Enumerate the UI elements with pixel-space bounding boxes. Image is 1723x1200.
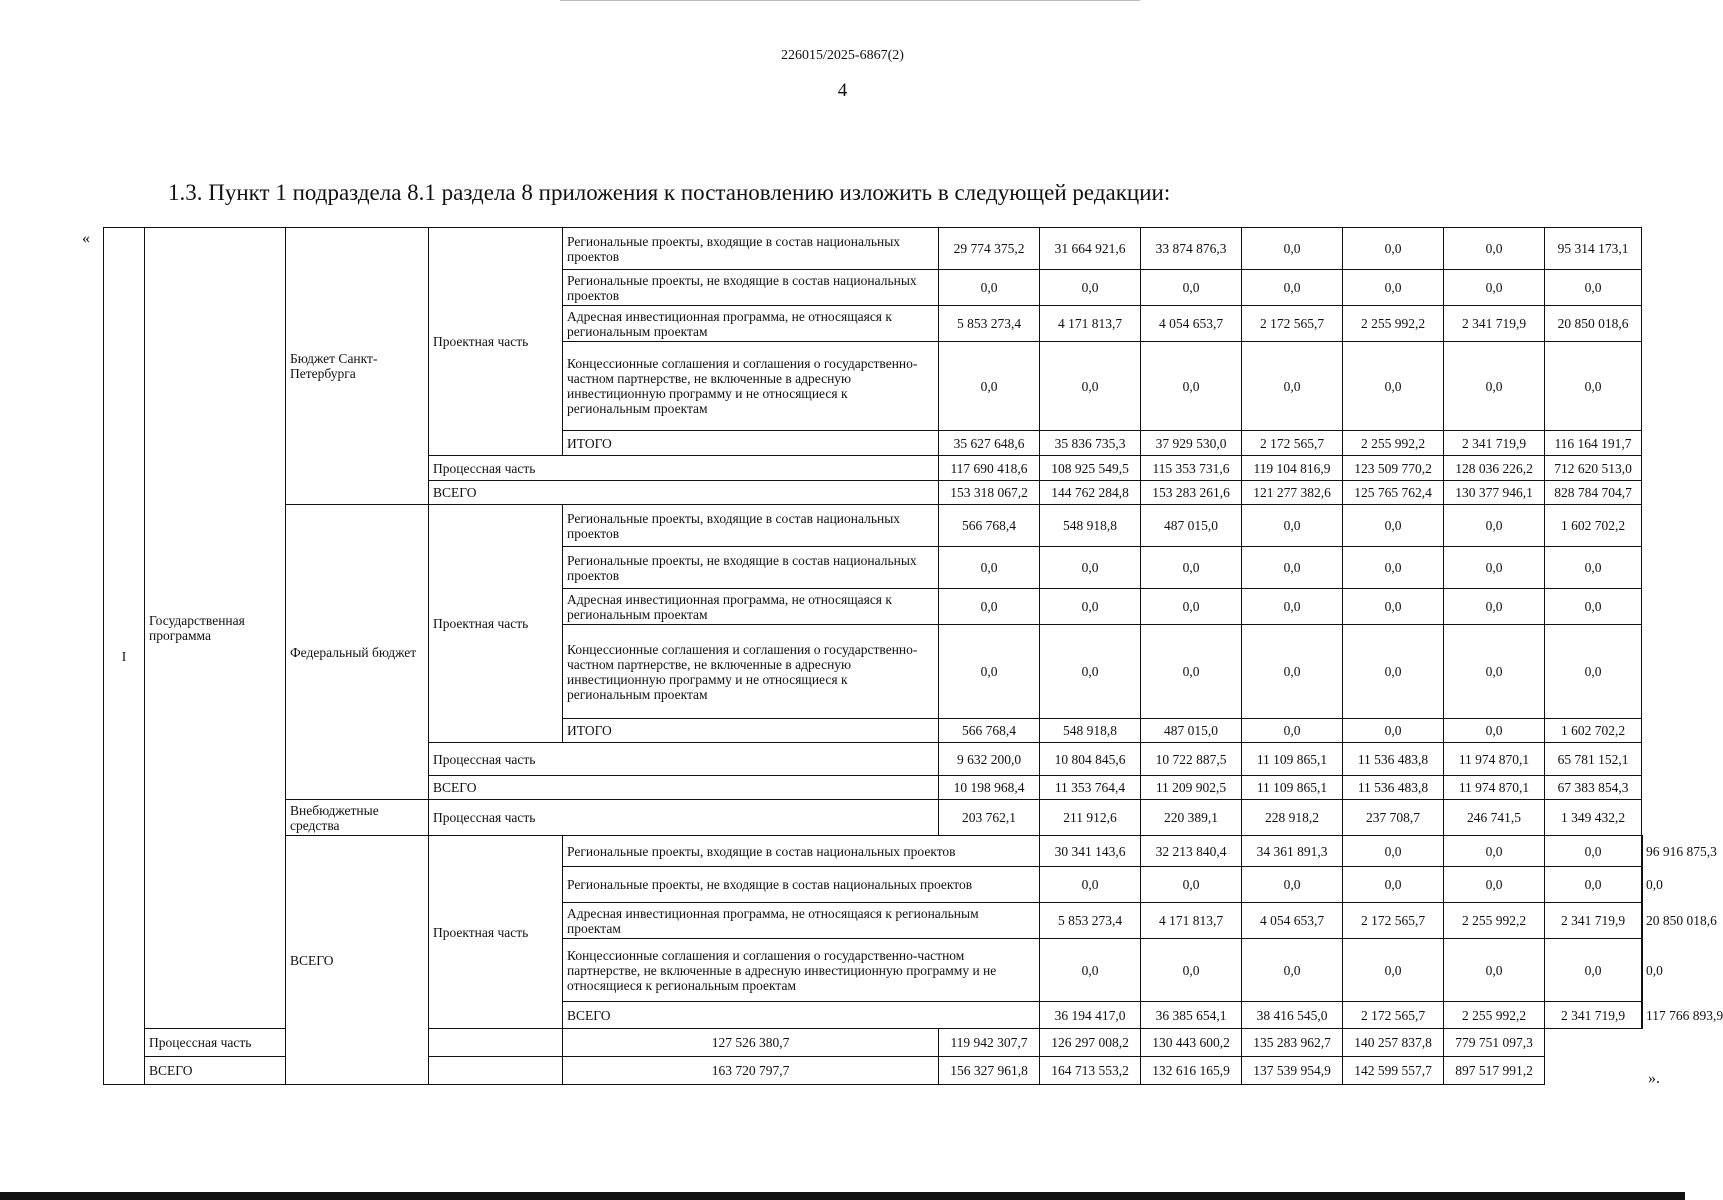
- budget-federal-label: Федеральный бюджет: [286, 505, 429, 800]
- value-cell: 156 327 961,8: [939, 1057, 1040, 1085]
- value-cell: 0,0: [1444, 867, 1545, 903]
- value-cell: 108 925 549,5: [1040, 456, 1141, 481]
- value-cell: 11 109 865,1: [1242, 743, 1343, 776]
- value-cell: 125 765 762,4: [1343, 481, 1444, 505]
- value-cell: 0,0: [1242, 867, 1343, 903]
- value-cell: 140 257 837,8: [1343, 1029, 1444, 1057]
- value-cell: 548 918,8: [1040, 505, 1141, 547]
- table-row: [104, 836, 1643, 867]
- value-total-cell: 65 781 152,1: [1545, 743, 1642, 776]
- value-cell: 126 297 008,2: [1040, 1029, 1141, 1057]
- row-label: ВСЕГО: [145, 1057, 563, 1085]
- row-label: ИТОГО: [563, 431, 939, 456]
- row-label: Региональные проекты, не входящие в состав национальных проектов: [563, 270, 939, 306]
- value-cell: 0,0: [1242, 625, 1343, 719]
- value-cell: 117 690 418,6: [939, 456, 1040, 481]
- value-cell: 0,0: [939, 270, 1040, 306]
- value-cell: 246 741,5: [1444, 800, 1545, 836]
- value-cell: 0,0: [1343, 625, 1444, 719]
- table-row: [104, 505, 1643, 547]
- value-cell: 0,0: [1242, 228, 1343, 270]
- value-cell: 4 171 813,7: [1040, 306, 1141, 342]
- closing-quote: ».: [1648, 1070, 1660, 1087]
- value-cell: 11 209 902,5: [1141, 776, 1242, 800]
- value-total-cell: 0,0: [1545, 547, 1642, 589]
- value-cell: 130 443 600,2: [1141, 1029, 1242, 1057]
- value-cell: 0,0: [1141, 342, 1242, 431]
- value-cell: 0,0: [1141, 547, 1242, 589]
- value-cell: 0,0: [1141, 939, 1242, 1002]
- budget-offbudget-label: Внебюджетные средства: [286, 800, 429, 836]
- row-label: Адресная инвестиционная программа, не относящаяся к региональным проектам: [563, 903, 1040, 939]
- value-cell: 163 720 797,7: [563, 1057, 939, 1085]
- value-total-cell: 0,0: [1545, 342, 1642, 431]
- value-cell: 153 283 261,6: [1141, 481, 1242, 505]
- value-cell: 37 929 530,0: [1141, 431, 1242, 456]
- opening-quote: «: [82, 230, 90, 247]
- budget-spb-label: Бюджет Санкт-Петербурга: [286, 228, 429, 505]
- value-total-cell: 779 751 097,3: [1444, 1029, 1545, 1057]
- value-cell: 0,0: [1444, 719, 1545, 743]
- row-label: Концессионные соглашения и соглашения о государственно-частном партнерстве, не включенные в адресную инвестиционную программу и не относящиеся к региональным проектам: [563, 625, 939, 719]
- value-cell: 2 172 565,7: [1343, 1002, 1444, 1029]
- value-cell: 115 353 731,6: [1141, 456, 1242, 481]
- value-cell: 2 255 992,2: [1343, 306, 1444, 342]
- value-cell: 2 255 992,2: [1444, 903, 1545, 939]
- value-cell: 130 377 946,1: [1444, 481, 1545, 505]
- value-cell: 38 416 545,0: [1242, 1002, 1343, 1029]
- value-cell: 2 255 992,2: [1444, 1002, 1545, 1029]
- value-cell: 132 616 165,9: [1141, 1057, 1242, 1085]
- value-cell: 0,0: [1040, 342, 1141, 431]
- value-total-cell: 20 850 018,6: [1642, 903, 1643, 939]
- project-part-label: Проектная часть: [429, 228, 563, 456]
- value-cell: 0,0: [1242, 719, 1343, 743]
- value-total-cell: 1 602 702,2: [1545, 505, 1642, 547]
- row-label: ВСЕГО: [563, 1002, 1040, 1029]
- row-label: Региональные проекты, не входящие в состав национальных проектов: [563, 547, 939, 589]
- row-label: ВСЕГО: [429, 481, 939, 505]
- value-cell: 135 283 962,7: [1242, 1029, 1343, 1057]
- value-cell: 32 213 840,4: [1141, 836, 1242, 867]
- row-label: Процессная часть: [429, 800, 939, 836]
- value-cell: 153 318 067,2: [939, 481, 1040, 505]
- value-cell: 487 015,0: [1141, 505, 1242, 547]
- value-cell: 0,0: [1444, 270, 1545, 306]
- value-cell: 0,0: [1040, 625, 1141, 719]
- bottom-scan-edge: [0, 1192, 1685, 1200]
- value-cell: 0,0: [1343, 270, 1444, 306]
- row-label: ИТОГО: [563, 719, 939, 743]
- value-cell: 0,0: [1040, 547, 1141, 589]
- value-cell: 2 341 719,9: [1545, 903, 1642, 939]
- value-cell: 0,0: [1242, 547, 1343, 589]
- value-cell: 2 172 565,7: [1343, 903, 1444, 939]
- value-cell: 30 341 143,6: [1040, 836, 1141, 867]
- row-label: ВСЕГО: [429, 776, 939, 800]
- value-cell: 2 341 719,9: [1444, 431, 1545, 456]
- value-cell: 2 341 719,9: [1444, 306, 1545, 342]
- value-cell: 121 277 382,6: [1242, 481, 1343, 505]
- value-cell: 0,0: [1242, 505, 1343, 547]
- value-cell: 0,0: [1242, 270, 1343, 306]
- value-cell: 5 853 273,4: [939, 306, 1040, 342]
- value-cell: 35 836 735,3: [1040, 431, 1141, 456]
- value-cell: 2 172 565,7: [1242, 431, 1343, 456]
- value-cell: 0,0: [1343, 547, 1444, 589]
- value-cell: 0,0: [1444, 589, 1545, 625]
- value-cell: 36 385 654,1: [1141, 1002, 1242, 1029]
- project-part-label: Проектная часть: [429, 505, 563, 743]
- row-label: Региональные проекты, не входящие в состав национальных проектов: [563, 867, 1040, 903]
- value-cell: 11 536 483,8: [1343, 776, 1444, 800]
- value-cell: 0,0: [939, 589, 1040, 625]
- value-cell: 4 171 813,7: [1141, 903, 1242, 939]
- value-total-cell: 67 383 854,3: [1545, 776, 1642, 800]
- value-cell: 0,0: [1444, 625, 1545, 719]
- value-cell: 0,0: [1444, 228, 1545, 270]
- value-cell: 11 974 870,1: [1444, 743, 1545, 776]
- value-total-cell: 0,0: [1642, 867, 1643, 903]
- value-cell: 0,0: [1343, 939, 1444, 1002]
- gp-label: Государственная программа: [145, 228, 286, 1029]
- value-cell: 29 774 375,2: [939, 228, 1040, 270]
- value-cell: 0,0: [1141, 589, 1242, 625]
- value-cell: 2 255 992,2: [1343, 431, 1444, 456]
- value-total-cell: 116 164 191,7: [1545, 431, 1642, 456]
- page-number: 4: [837, 80, 848, 101]
- row-label: Концессионные соглашения и соглашения о государственно-частном партнерстве, не включенные в адресную инвестиционную программу и не относящиеся к региональным проектам: [563, 939, 1040, 1002]
- value-cell: 237 708,7: [1343, 800, 1444, 836]
- funding-table: [103, 227, 1723, 1085]
- value-cell: 0,0: [1444, 342, 1545, 431]
- value-total-cell: 20 850 018,6: [1545, 306, 1642, 342]
- value-cell: 0,0: [1040, 589, 1141, 625]
- value-cell: 0,0: [1444, 939, 1545, 1002]
- value-cell: 11 109 865,1: [1242, 776, 1343, 800]
- value-cell: 127 526 380,7: [563, 1029, 939, 1057]
- value-cell: 0,0: [1444, 836, 1545, 867]
- value-cell: 548 918,8: [1040, 719, 1141, 743]
- value-cell: 0,0: [1545, 939, 1642, 1002]
- value-cell: 0,0: [1343, 836, 1444, 867]
- value-total-cell: 95 314 173,1: [1545, 228, 1642, 270]
- value-cell: 0,0: [1040, 939, 1141, 1002]
- row-label: Процессная часть: [429, 456, 939, 481]
- row-label: Адресная инвестиционная программа, не относящаяся к региональным проектам: [563, 306, 939, 342]
- value-total-cell: 0,0: [1545, 270, 1642, 306]
- value-cell: 0,0: [1444, 547, 1545, 589]
- value-cell: 11 974 870,1: [1444, 776, 1545, 800]
- value-cell: 487 015,0: [1141, 719, 1242, 743]
- value-total-cell: 828 784 704,7: [1545, 481, 1642, 505]
- value-total-cell: 1 602 702,2: [1545, 719, 1642, 743]
- value-cell: 4 054 653,7: [1242, 903, 1343, 939]
- value-cell: 10 198 968,4: [939, 776, 1040, 800]
- section-heading: 1.3. Пункт 1 подраздела 8.1 раздела 8 приложения к постановлению изложить в следующей редакции:: [168, 180, 1171, 205]
- value-cell: 0,0: [1242, 939, 1343, 1002]
- value-total-cell: 0,0: [1545, 589, 1642, 625]
- row-label: Процессная часть: [429, 743, 939, 776]
- project-part-label: Проектная часть: [429, 836, 563, 1029]
- value-cell: 142 599 557,7: [1343, 1057, 1444, 1085]
- value-cell: 220 389,1: [1141, 800, 1242, 836]
- value-cell: 0,0: [1141, 270, 1242, 306]
- value-cell: 0,0: [1343, 228, 1444, 270]
- value-total-cell: 712 620 513,0: [1545, 456, 1642, 481]
- value-cell: 0,0: [1343, 342, 1444, 431]
- value-cell: 36 194 417,0: [1040, 1002, 1141, 1029]
- value-cell: 0,0: [1343, 505, 1444, 547]
- row-label: Региональные проекты, входящие в состав национальных проектов: [563, 505, 939, 547]
- value-cell: 11 353 764,4: [1040, 776, 1141, 800]
- row-number: I: [104, 228, 145, 1085]
- value-cell: 566 768,4: [939, 505, 1040, 547]
- value-cell: 9 632 200,0: [939, 743, 1040, 776]
- value-cell: 0,0: [1444, 505, 1545, 547]
- table-row: [104, 1057, 1643, 1085]
- value-cell: 4 054 653,7: [1141, 306, 1242, 342]
- value-cell: 0,0: [1545, 836, 1642, 867]
- value-cell: 10 804 845,6: [1040, 743, 1141, 776]
- value-cell: 0,0: [939, 547, 1040, 589]
- value-total-cell: 0,0: [1545, 625, 1642, 719]
- value-cell: 0,0: [1545, 867, 1642, 903]
- value-total-cell: 1 349 432,2: [1545, 800, 1642, 836]
- value-cell: 31 664 921,6: [1040, 228, 1141, 270]
- value-cell: 35 627 648,6: [939, 431, 1040, 456]
- row-label: Адресная инвестиционная программа, не относящаяся к региональным проектам: [563, 589, 939, 625]
- value-cell: 0,0: [1141, 625, 1242, 719]
- value-cell: 128 036 226,2: [1444, 456, 1545, 481]
- table-row: [104, 1029, 1643, 1057]
- value-total-cell: 897 517 991,2: [1444, 1057, 1545, 1085]
- value-total-cell: 96 916 875,3: [1642, 836, 1643, 867]
- row-label: Процессная часть: [145, 1029, 563, 1057]
- value-cell: 0,0: [939, 625, 1040, 719]
- value-total-cell: 0,0: [1642, 939, 1643, 1002]
- value-cell: 164 713 553,2: [1040, 1057, 1141, 1085]
- value-cell: 0,0: [1040, 270, 1141, 306]
- value-cell: 0,0: [1343, 867, 1444, 903]
- value-cell: 228 918,2: [1242, 800, 1343, 836]
- value-cell: 2 172 565,7: [1242, 306, 1343, 342]
- table-row: [104, 800, 1643, 836]
- value-cell: 0,0: [1343, 589, 1444, 625]
- value-cell: 0,0: [1141, 867, 1242, 903]
- row-label: Концессионные соглашения и соглашения о государственно-частном партнерстве, не включенные в адресную инвестиционную программу и не относящиеся к региональным проектам: [563, 342, 939, 431]
- value-cell: 0,0: [939, 342, 1040, 431]
- value-cell: 123 509 770,2: [1343, 456, 1444, 481]
- value-cell: 5 853 273,4: [1040, 903, 1141, 939]
- value-cell: 119 104 816,9: [1242, 456, 1343, 481]
- value-total-cell: 117 766 893,9: [1642, 1002, 1643, 1029]
- value-cell: 0,0: [1040, 867, 1141, 903]
- top-scan-line: [560, 0, 1140, 3]
- row-label: Региональные проекты, входящие в состав национальных проектов: [563, 836, 1040, 867]
- value-cell: 0,0: [1242, 589, 1343, 625]
- value-cell: 33 874 876,3: [1141, 228, 1242, 270]
- table-row: [104, 228, 1643, 270]
- row-label: Региональные проекты, входящие в состав национальных проектов: [563, 228, 939, 270]
- total-block-label: ВСЕГО: [286, 836, 429, 1085]
- value-cell: 566 768,4: [939, 719, 1040, 743]
- value-cell: 10 722 887,5: [1141, 743, 1242, 776]
- value-cell: 34 361 891,3: [1242, 836, 1343, 867]
- value-cell: 137 539 954,9: [1242, 1057, 1343, 1085]
- value-cell: 119 942 307,7: [939, 1029, 1040, 1057]
- value-cell: 11 536 483,8: [1343, 743, 1444, 776]
- value-cell: 144 762 284,8: [1040, 481, 1141, 505]
- value-cell: 0,0: [1343, 719, 1444, 743]
- document-id: 226015/2025-6867(2): [781, 48, 904, 63]
- value-cell: 211 912,6: [1040, 800, 1141, 836]
- value-cell: 0,0: [1242, 342, 1343, 431]
- value-cell: 203 762,1: [939, 800, 1040, 836]
- value-cell: 2 341 719,9: [1545, 1002, 1642, 1029]
